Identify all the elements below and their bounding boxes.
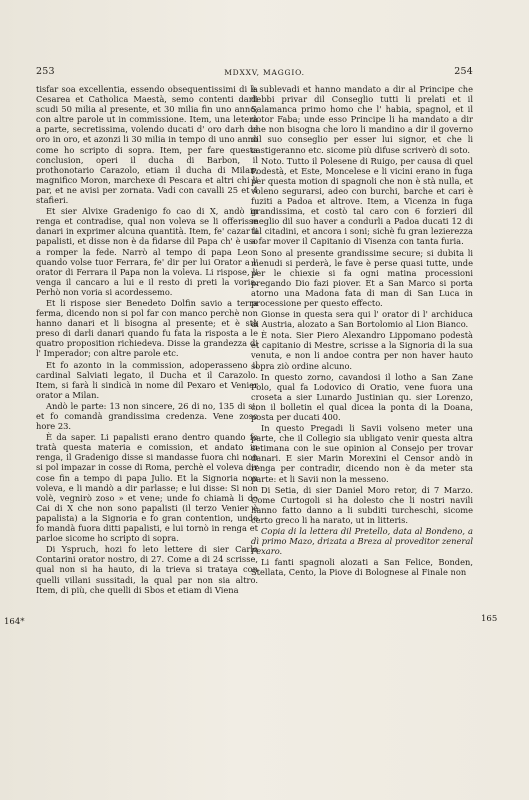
paragraph: Di Yspruch, hozi fo leto lettere di sier Carlo Contarini orator nostro, di 27. Come a di 24 scrisse, qual non si ha hauto, di la trieva si trataya con quelli villani sussitadi, la qual par non sia altro. Item, di più, che quelli di Sbos et etiam di Viena (36, 544, 258, 595)
paragraph: Andò le parte: 13 non sincere, 26 di no, 135 di si; et fo comandà grandissima credenza. Vene zoso hore 23. (36, 400, 258, 432)
paragraph: Noto. Tutto il Polesene di Ruigo, per causa di quel Podestà, et Este, Moncelese e li vicini erano in fuga per questa motion di spagnoli che non è stà nulla, et voleno segurarsi, adeo con burchi, barche et cari è fuziti a Padoa et altrove. Item, a Vicenza in fuga grandissima, et costò tal caro con 6 forzieri dil meglio dil suo haver a condurli a Padoa ducati 12 di tal citadini, et ancora i soni; sichè fu gran lezierezza a far mover il Capitanio di Visenza con tanta furia. (251, 155, 473, 247)
paragraph: È nota. Sier Piero Alexandro Lippomano podestà et capitanio di Mestre, scrisse a la Signoria di la sua venuta, e non li andoe contra per non haver hauto sopra ziò ordine alcuno. (251, 330, 473, 371)
paragraph: tisfar soa excellentia, essendo obsequentissimi di la Cesarea et Catholica Maestà, semo contenti darli scudi 50 milia al presente, et 30 milia fin uno anno; con altre parole ut in commissione. Item, una letera a parte, secretissima, volendo ducati d' oro darh de oro in oro, et azonzi li 30 milia in tempo di uno anno come ho scripto di sopra. Item, per fare questa conclusion, operi il ducha di Barbon, il prothonotario Carazolo, etiam il ducha di Milan, magnifico Moron, marchexe di Pescara et altri chi li par, et ne avisi per zornata. Vadi con cavalli 25 et 4 stafieri. (36, 84, 258, 206)
left-text-column (36, 84, 258, 596)
paragraph: Et li rispose sier Benedeto Dolfin savio a terra ferma, dicendo non si pol far con manco perchè non hanno danari et li bisogna al presente; et è stà preso di darli danari quando fu fata la risposta a le quatro proposition richiedeva. Disse la grandezza di l' Imperador; con altre parole etc. (36, 297, 258, 359)
paragraph: In questo Pregadi li Savii volseno meter una parte, che il Collegio sia ubligato venir questa altra setimana con le sue opinion al Consejo per trovar danari. E sier Marin Morexini el Censor andò in renga per contradir, dicendo non è da meter sta parte: et li Savii non la messeno. (251, 423, 473, 484)
running-header-title: MDXXV, MAGGIO. (224, 68, 305, 77)
right-text-column (251, 84, 473, 579)
paragraph: è sublevadi et hanno mandato a dir al Principe che debbi privar dil Conseglio tutti li prelati et il Salamanca primo homo che l' habia, spagnol, et il dotor Faba; unde esso Principe li ha mandato a dir che non bisogna che loro li mandino a dir il governo dil suo conseglio per esser lui signor, et che li castigeranno etc. sicome più difuse scriverò di soto. (251, 84, 473, 155)
paragraph: Et sier Alvixe Gradenigo fo cao di X, andò in renga et contradise, qual non voleva se li offerisse danari in exprimer alcuna quantità. Item, fe' cazar li papalisti, et disse non è da fidarse dil Papa ch' è uso a romper la fede. Narrò al tempo di papa Leon quando volse tuor Ferrara, fe' dir per lui Orator a l' orator di Ferrara il Papa non la voleva. Li rispose, li venga il cancaro a lui e il resto di preti la voria. Perhò non voria si acordessemo. (36, 206, 258, 297)
paragraph: In questo zorno, cavandosi il lotho a San Zane Polo, qual fa Lodovico di Oratio, vene fuora una croseta a sier Lunardo Justinian qu. sier Lorenzo, con il bolletin el qual dicea la ponta di la Doana, posta per ducati 400. (251, 371, 473, 422)
left-page-number: 253 (36, 66, 55, 77)
paragraph: È da saper. Li papalisti erano dentro quando fo tratà questa materia e comission, et andato in renga, il Gradenigo disse si mandasse fuora chi non si pol impazar in cosse di Roma, perchè el voleva dir cose fin a tempo di papa Julio. Et la Signoria non voleva, e li mandò a dir parlasse; e lui disse: Si non volè, vegnirò zoso » et vene; unde fo chiamà li do Cai di X che non sono papalisti (il terzo Venier è papalista) a la Signoria e fo gran contention, unde fo mandà fuora ditti papalisti, e lui tornò in renga et parloe sicome ho scripto di sopra. (36, 432, 258, 544)
left-margin-note: 164* (4, 617, 25, 627)
paragraph: Li fanti spagnoli alozati a San Felice, Bonden, Stellata, Cento, la Piove di Bolognese al Finale non (251, 557, 473, 578)
paragraph: Di Setia, di sier Daniel Moro retor, di 7 Marzo. Come Curtogoli si ha dolesto che li nostri navili hanno fatto danno a li subditi turcheschi, sicome certo greco li ha narato, ut in litteris. (251, 484, 473, 525)
right-page-number: 254 (454, 66, 473, 77)
right-margin-note: 165 (481, 614, 498, 624)
letter-heading: Copia di la lettera dil Pretello, data al Bondeno, a dì primo Mazo, drizata a Breza al proveditor zeneral Pexaro. (251, 526, 473, 557)
paragraph: Et fo azonto in la commission, adoperasseno il cardinal Salviati legato, il Ducha et il Carazolo. Item, si farà li sindicà in nome dil Pexaro et Venier orator a Milan. (36, 359, 258, 400)
paragraph: Sono al presente grandissime secure; si dubita li menudi si perderà, le fave è perse quasi tutte, unde per le chiexie si fa ogni matina processioni pregando Dio fazi piover. Et a San Marco si porta atorno una Madona fata di man di San Luca in processione per questo effecto. (251, 247, 473, 308)
paragraph: Gionse in questa sera qui l' orator di l' archiduca di Austria, alozato a San Bortolomio al Lion Bianco. (251, 309, 473, 330)
